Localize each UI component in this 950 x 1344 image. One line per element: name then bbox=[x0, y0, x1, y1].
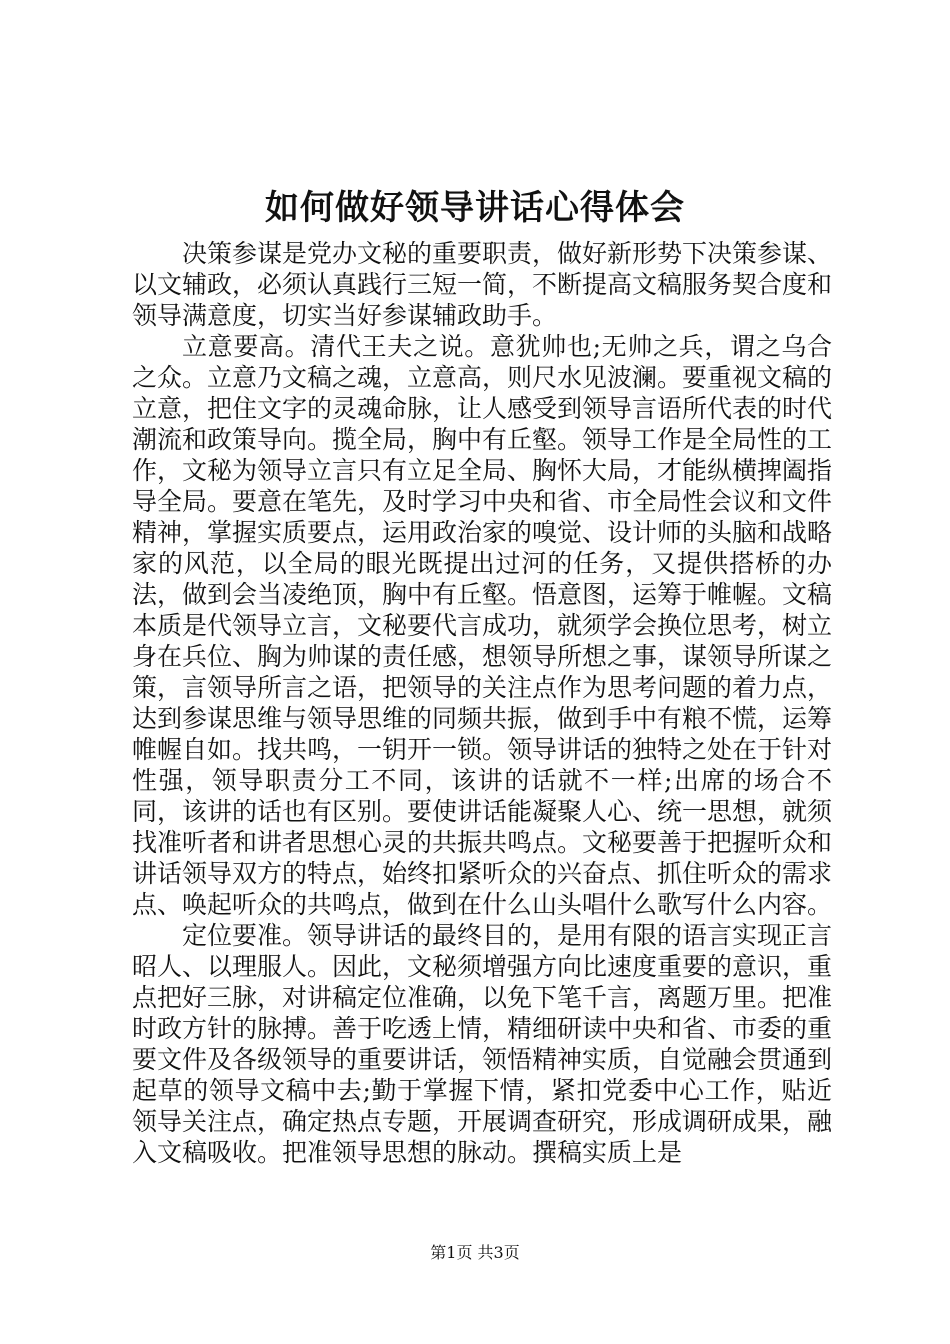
page-footer: 第1页 共3页 bbox=[430, 1243, 520, 1262]
document-body bbox=[132, 238, 832, 1168]
paragraph-intro: 决策参谋是党办文秘的重要职责，做好新形势下决策参谋、以文辅政，必须认真践行三短一简，不断提高文稿服务契合度和领导满意度，切实当好参谋辅政助手。 bbox=[132, 239, 833, 330]
paragraph-lizhi: 立意要高。清代王夫之说。意犹帅也;无帅之兵，谓之乌合之众。立意乃文稿之魂，立意高，则尺水见波澜。要重视文稿的立意，把住文字的灵魂命脉，让人感受到领导言语所代表的时代潮流和政策导向。揽全局，胸中有丘壑。领导工作是全局性的工作，文秘为领导立言只有立足全局、胸怀大局，才能纵横捭阖指导全局。要意在笔先，及时学习中央和省、市全局性会议和文件精神，掌握实质要点，运用政治家的嗅觉、设计师的头脑和战略家的风范，以全局的眼光既提出过河的任务，又提供搭桥的办法，做到会当凌绝顶，胸中有丘壑。悟意图，运筹于帷幄。文稿本质是代领导立言，文秘要代言成功，就须学会换位思考，树立身在兵位、胸为帅谋的责任感，想领导所想之事，谋领导所谋之策，言领导所言之语，把领导的关注点作为思考问题的着力点，达到参谋思维与领导思维的同频共振，做到手中有粮不慌，运筹帷幄自如。找共鸣，一钥开一锁。领导讲话的独特之处在于针对性强，领导职责分工不同，该讲的话就不一样;出席的场合不同，该讲的话也有区别。要使讲话能凝聚人心、统一思想，就须找准听者和讲者思想心灵的共振共鸣点。文秘要善于把握听众和讲话领导双方的特点，始终扣紧听众的兴奋点、抓住听众的需求点、唤起听众的共鸣点，做到在什么山头唱什么歌写什么内容。 bbox=[132, 332, 833, 919]
document-title: 如何做好领导讲话心得体会 bbox=[265, 188, 685, 228]
paragraph-dingwei: 定位要准。领导讲话的最终目的，是用有限的语言实现正言昭人、以理服人。因此，文秘须增强方向比速度重要的意识，重点把好三脉，对讲稿定位准确，以免下笔千言，离题万里。把准时政方针的脉搏。善于吃透上情，精细研读中央和省、市委的重要文件及各级领导的重要讲话，领悟精神实质，自觉融会贯通到起草的领导文稿中去;勤于掌握下情，紧扣党委中心工作，贴近领导关注点，确定热点专题，开展调查研究，形成调研成果，融入文稿吸收。把准领导思想的脉动。撰稿实质上是 bbox=[132, 921, 833, 1167]
